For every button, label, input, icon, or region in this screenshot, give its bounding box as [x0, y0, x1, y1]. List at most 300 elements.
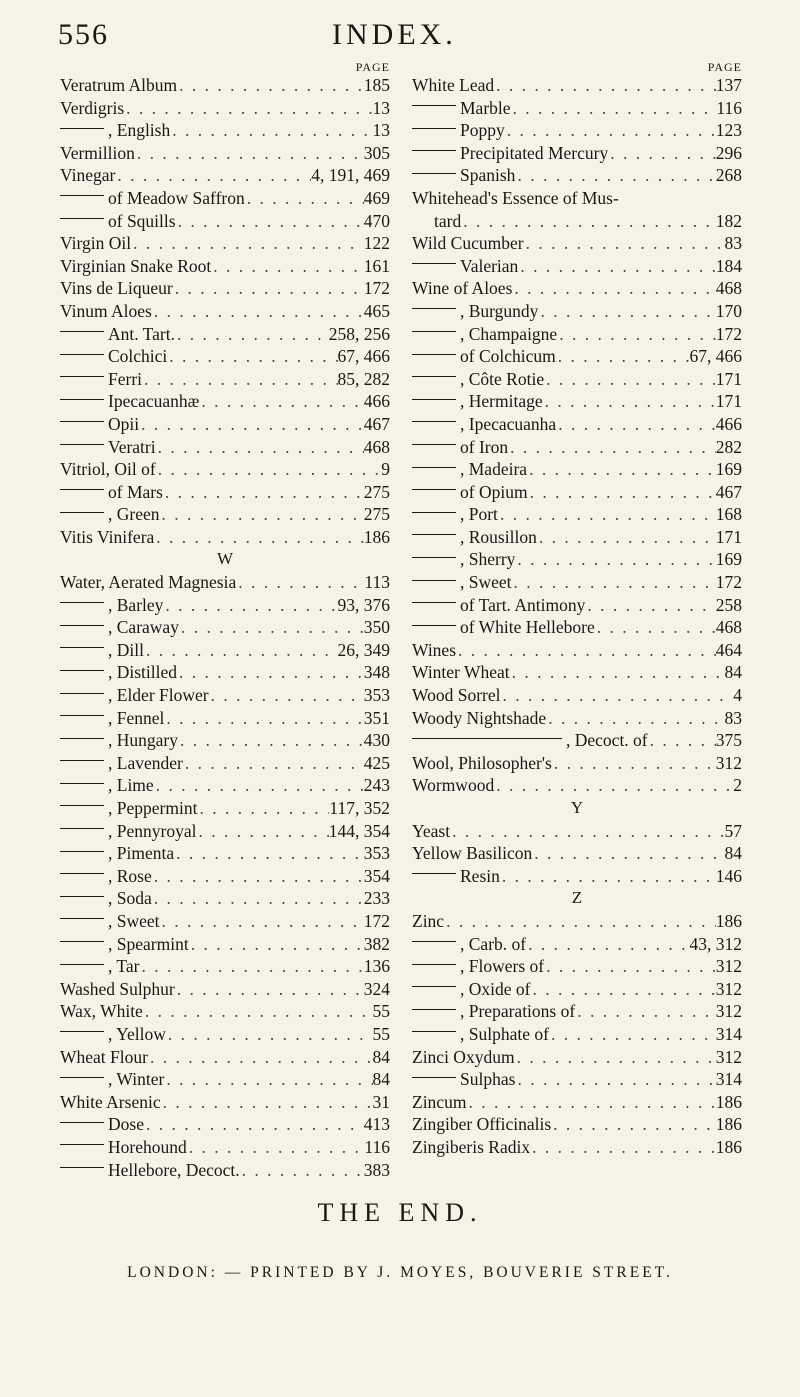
- index-entry: [412, 277, 742, 300]
- entry-page: 468: [363, 436, 390, 457]
- entry-term: Hellebore, Decoct.: [108, 1159, 240, 1180]
- ditto-dash: [60, 128, 104, 129]
- leader-dots: [179, 616, 364, 639]
- index-entries-left: [60, 74, 390, 1181]
- leader-dots: [209, 684, 364, 707]
- entry-page: 324: [363, 978, 390, 999]
- ditto-dash: [412, 150, 456, 151]
- index-entry: [60, 97, 390, 120]
- entry-term: of Squills: [108, 210, 176, 231]
- index-entry: [60, 368, 390, 391]
- ditto-dash: [412, 331, 456, 332]
- ditto-dash: [60, 512, 104, 513]
- entry-term: Virgin Oil: [60, 233, 132, 254]
- ditto-dash: [412, 128, 456, 129]
- entry-term: , Sulphate of: [460, 1023, 549, 1044]
- leader-dots: [156, 436, 364, 459]
- index-entries-right: [412, 74, 742, 1159]
- entry-term: of Iron: [460, 436, 509, 457]
- entry-page: 113: [364, 572, 390, 593]
- index-entry: [412, 345, 742, 368]
- entry-page: 123: [715, 120, 742, 141]
- ditto-dash: [60, 964, 104, 965]
- leader-dots: [556, 345, 690, 368]
- leader-dots: [167, 345, 337, 368]
- ditto-dash: [412, 376, 456, 377]
- entry-term: , Tar: [108, 956, 140, 977]
- leader-dots: [538, 300, 715, 323]
- entry-term: Vinegar: [60, 165, 116, 186]
- page-number: 556: [58, 18, 109, 51]
- leader-dots: [163, 481, 364, 504]
- entry-page: 84: [372, 1069, 390, 1090]
- entry-term: , Elder Flower: [108, 685, 209, 706]
- leader-dots: [556, 413, 716, 436]
- section-letter: Z: [571, 888, 583, 908]
- entry-term: , Peppermint: [108, 798, 198, 818]
- entry-term: , Burgundy: [460, 300, 539, 321]
- index-entry: [412, 684, 742, 707]
- entry-term: of Meadow Saffron: [108, 187, 245, 208]
- entry-term: , Preparations of: [460, 1001, 576, 1022]
- leader-dots: [189, 933, 364, 956]
- index-entry: [412, 571, 742, 594]
- entry-term: Water, Aerated Magnesia: [60, 572, 237, 593]
- entry-page: 169: [715, 459, 742, 480]
- entry-page: 312: [715, 1001, 742, 1022]
- entry-term: , Côte Rotie: [460, 368, 545, 389]
- entry-page: 382: [363, 933, 390, 954]
- entry-term: , Decoct. of: [566, 730, 648, 751]
- entry-term: Zingiber Officinalis: [412, 1114, 552, 1135]
- ditto-dash: [60, 693, 104, 694]
- index-entry: [412, 97, 742, 120]
- entry-page: 169: [715, 549, 742, 570]
- leader-dots: [515, 164, 715, 187]
- entry-term: Whitehead's Essence of Mus-: [412, 187, 619, 208]
- index-entry: [412, 74, 742, 97]
- entry-page: 314: [715, 1023, 742, 1044]
- entry-term: Vinum Aloes: [60, 300, 152, 321]
- index-entry: [412, 774, 742, 797]
- leader-dots: [196, 820, 328, 843]
- ditto-dash: [60, 195, 104, 196]
- leader-dots: [515, 548, 715, 571]
- leader-dots: [135, 142, 364, 165]
- entry-term: Wood Sorrel: [412, 685, 501, 706]
- entry-page: 85, 282: [337, 368, 390, 389]
- index-entry: [412, 368, 742, 391]
- entry-term: , Barley: [108, 594, 164, 615]
- index-entry: [412, 232, 742, 255]
- entry-term: tard: [434, 210, 462, 231]
- entry-term: Colchici: [108, 346, 168, 367]
- leader-dots: [518, 255, 715, 278]
- index-entry: [412, 955, 742, 978]
- entry-term: , English: [108, 120, 171, 141]
- entry-page: 258, 256: [328, 323, 390, 344]
- ditto-dash: [412, 625, 456, 626]
- entry-page: 268: [715, 165, 742, 186]
- index-entry: [60, 842, 390, 865]
- leader-dots: [211, 255, 363, 278]
- entry-page: 137: [715, 75, 742, 95]
- entry-page: 469: [363, 187, 390, 208]
- entry-page: 185: [363, 75, 390, 95]
- entry-page: 93, 376: [337, 594, 390, 615]
- ditto-dash: [412, 399, 456, 400]
- entry-term: Washed Sulphur: [60, 978, 175, 999]
- index-entry: [60, 323, 390, 346]
- index-entry: [60, 187, 390, 210]
- leader-dots: [450, 820, 724, 843]
- ditto-dash: [60, 399, 104, 400]
- index-entry: [60, 1023, 390, 1046]
- index-entry: [60, 955, 390, 978]
- leader-dots: [177, 661, 364, 684]
- entry-term: Spanish: [460, 165, 516, 186]
- leader-dots: [537, 526, 716, 549]
- entry-page: 312: [715, 978, 742, 999]
- entry-term: Sulphas: [460, 1069, 516, 1090]
- entry-term: Wormwood: [412, 775, 495, 796]
- entry-term: of Opium: [460, 481, 528, 502]
- leader-dots: [585, 594, 715, 617]
- entry-term: , Green: [108, 504, 160, 525]
- entry-page: 83: [724, 707, 742, 728]
- index-entry: [412, 1136, 742, 1159]
- entry-term: , Hermitage: [460, 391, 543, 412]
- ditto-dash: [60, 783, 104, 784]
- index-entry: [412, 323, 742, 346]
- ditto-dash: [60, 444, 104, 445]
- index-entry: [60, 277, 390, 300]
- index-entry: [60, 820, 390, 843]
- index-entry: [412, 164, 742, 187]
- entry-term: Resin: [460, 865, 500, 886]
- ditto-dash: [412, 738, 562, 739]
- index-entry: [60, 684, 390, 707]
- index-entry: [412, 526, 742, 549]
- ditto-dash: [412, 986, 456, 987]
- entry-page: 350: [363, 617, 390, 638]
- leader-dots: [549, 1023, 716, 1046]
- index-entry: [60, 458, 390, 481]
- index-entry: [60, 1136, 390, 1159]
- leader-dots: [166, 1023, 373, 1046]
- entry-page: 13: [372, 120, 390, 141]
- index-entry: [60, 639, 390, 662]
- index-entry: [60, 74, 390, 97]
- leader-dots: [160, 910, 364, 933]
- ditto-dash: [60, 941, 104, 942]
- index-entry: [60, 436, 390, 459]
- leader-dots: [557, 323, 716, 346]
- entry-term: Wild Cucumber: [412, 233, 524, 254]
- entry-page: 312: [715, 1046, 742, 1067]
- ditto-dash: [412, 354, 456, 355]
- leader-dots: [505, 119, 716, 142]
- leader-dots: [508, 436, 716, 459]
- ditto-dash: [60, 851, 104, 852]
- leader-dots: [164, 1068, 372, 1091]
- index-entry: [412, 300, 742, 323]
- leader-dots: [124, 97, 372, 120]
- entry-page: 186: [363, 526, 390, 547]
- leader-dots: [595, 616, 716, 639]
- entry-term: , Ipecacuanha: [460, 413, 557, 434]
- entry-page: 468: [715, 617, 742, 638]
- index-entry: [412, 933, 742, 956]
- entry-page: 26, 349: [337, 639, 390, 660]
- leader-dots: [163, 594, 337, 617]
- leader-dots: [115, 164, 311, 187]
- leader-dots: [175, 978, 364, 1001]
- page-label-left: PAGE: [355, 60, 390, 74]
- entry-page: 275: [363, 481, 390, 502]
- entry-page: 43, 312: [689, 933, 742, 954]
- ditto-dash: [60, 760, 104, 761]
- entry-term: , Spearmint: [108, 933, 189, 954]
- entry-term: White Arsenic: [60, 1091, 161, 1112]
- entry-term: , Lavender: [108, 752, 183, 773]
- leader-dots: [524, 232, 725, 255]
- entry-term: , Sherry: [460, 549, 516, 570]
- entry-page: 186: [715, 1114, 742, 1135]
- ditto-dash: [60, 1077, 104, 1078]
- leader-dots: [648, 729, 716, 752]
- ditto-dash: [412, 421, 456, 422]
- index-entry: [412, 255, 742, 278]
- index-entry: [60, 503, 390, 526]
- leader-dots: [444, 910, 716, 933]
- index-entry: [60, 210, 390, 233]
- leader-dots: [526, 933, 689, 956]
- index-entry: [60, 1046, 390, 1069]
- ditto-dash: [412, 873, 456, 874]
- entry-page: 186: [715, 1136, 742, 1157]
- index-entry: [60, 910, 390, 933]
- entry-page: 172: [715, 572, 742, 593]
- entry-term: , Rose: [108, 865, 152, 886]
- index-column-left: [60, 60, 390, 1181]
- entry-term: , Oxide of: [460, 978, 531, 999]
- index-entry: [412, 639, 742, 662]
- ditto-dash: [60, 1167, 104, 1168]
- entry-page: 353: [363, 843, 390, 864]
- entry-page: 4: [733, 685, 742, 706]
- leader-dots: [512, 571, 716, 594]
- entry-page: 375: [715, 730, 742, 751]
- entry-term: Wines: [412, 639, 457, 660]
- ditto-dash: [60, 828, 104, 829]
- leader-dots: [530, 978, 715, 1001]
- index-entry: [412, 503, 742, 526]
- leader-dots: [500, 865, 716, 888]
- leader-dots: [178, 729, 364, 752]
- index-entry: [60, 616, 390, 639]
- entry-term: Marble: [460, 97, 511, 118]
- entry-page: 354: [363, 865, 390, 886]
- leader-dots: [551, 1113, 716, 1136]
- index-entry: [60, 390, 390, 413]
- leader-dots: [160, 503, 364, 526]
- entry-page: 172: [363, 278, 390, 299]
- entry-term: Precipitated Mercury: [460, 142, 609, 163]
- entry-term: , Distilled: [108, 662, 178, 683]
- entry-page: 275: [363, 504, 390, 525]
- index-entry: [412, 390, 742, 413]
- entry-term: of Mars: [108, 481, 163, 502]
- leader-dots: [176, 210, 364, 233]
- ditto-dash: [412, 467, 456, 468]
- leader-dots: [187, 1136, 365, 1159]
- leader-dots: [154, 774, 364, 797]
- page-header: [0, 0, 800, 50]
- entry-term: Veratri: [108, 436, 156, 457]
- entry-page: 136: [363, 956, 390, 977]
- entry-term: of Colchicum: [460, 346, 556, 367]
- leader-dots: [175, 323, 329, 346]
- index-entry: [60, 1000, 390, 1023]
- index-entry: [412, 865, 742, 888]
- entry-page: 413: [363, 1114, 390, 1135]
- leader-dots: [466, 1091, 715, 1114]
- entry-term: , Caraway: [108, 617, 179, 638]
- entry-page: 243: [363, 775, 390, 796]
- index-entry: [60, 1159, 390, 1182]
- leader-dots: [139, 413, 364, 436]
- entry-page: 31: [372, 1091, 390, 1112]
- entry-term: Ipecacuanhæ: [108, 391, 200, 412]
- entry-term: , Champaigne: [460, 323, 558, 344]
- ditto-dash: [60, 738, 104, 739]
- leader-dots: [528, 481, 716, 504]
- entry-term: Wheat Flour: [60, 1046, 148, 1067]
- entry-page: 171: [715, 368, 742, 389]
- leader-dots: [552, 752, 716, 775]
- entry-term: , Soda: [108, 888, 152, 909]
- entry-page: 312: [715, 752, 742, 773]
- entry-page: 116: [716, 97, 742, 118]
- ditto-dash: [60, 625, 104, 626]
- ditto-dash: [60, 421, 104, 422]
- leader-dots: [575, 1000, 716, 1023]
- entry-page: 83: [724, 233, 742, 254]
- ditto-dash: [412, 1009, 456, 1010]
- leader-dots: [544, 368, 716, 391]
- entry-term: Zinci Oxydum: [412, 1046, 515, 1067]
- ditto-dash: [60, 647, 104, 648]
- index-entry: [60, 571, 390, 594]
- ditto-dash: [412, 964, 456, 965]
- entry-term: Woody Nightshade: [412, 707, 547, 728]
- entry-term: Vitriol, Oil of: [60, 459, 156, 480]
- entry-term: , Flowers of: [460, 956, 545, 977]
- entry-page: 67, 466: [689, 346, 742, 367]
- entry-page: 467: [715, 481, 742, 502]
- ditto-dash: [412, 105, 456, 106]
- ditto-dash: [60, 376, 104, 377]
- leader-dots: [494, 774, 733, 797]
- leader-dots: [456, 639, 716, 662]
- index-entry: [412, 910, 742, 933]
- index-entry: [412, 842, 742, 865]
- entry-term: of White Hellebore: [460, 617, 595, 638]
- index-entry: [60, 933, 390, 956]
- index-entry: [60, 300, 390, 323]
- entry-term: Ferri: [108, 368, 143, 389]
- index-entry: [60, 1091, 390, 1114]
- leader-dots: [174, 842, 364, 865]
- ditto-dash: [60, 715, 104, 716]
- entry-page: 305: [363, 142, 390, 163]
- index-entry: [412, 616, 742, 639]
- index-entry: [60, 774, 390, 797]
- index-entry: [412, 1068, 742, 1091]
- ditto-dash: [412, 263, 456, 264]
- index-entry: [412, 978, 742, 1001]
- index-entry: [60, 142, 390, 165]
- leader-dots: [544, 955, 716, 978]
- leader-dots: [530, 1136, 716, 1159]
- entry-page: 161: [363, 255, 390, 276]
- ditto-dash: [412, 941, 456, 942]
- index-entry: [412, 187, 742, 210]
- entry-page: 55: [372, 1023, 390, 1044]
- entry-term: , Rousillon: [460, 526, 537, 547]
- index-entry: [60, 164, 390, 187]
- ditto-dash: [60, 1031, 104, 1032]
- leader-dots: [546, 707, 724, 730]
- leader-dots: [608, 142, 716, 165]
- index-entry: [412, 481, 742, 504]
- entry-term: Yeast: [412, 820, 451, 841]
- leader-dots: [152, 300, 364, 323]
- entry-page: 84: [724, 843, 742, 864]
- ditto-dash: [60, 670, 104, 671]
- index-entry: [60, 661, 390, 684]
- entry-page: 430: [363, 730, 390, 751]
- ditto-dash: [60, 918, 104, 919]
- leader-dots: [461, 210, 716, 233]
- leader-dots: [156, 458, 382, 481]
- entry-page: 171: [715, 526, 742, 547]
- page-label-right: PAGE: [707, 60, 742, 74]
- index-entry: [60, 797, 390, 820]
- index-entry: [412, 1000, 742, 1023]
- section-letter: Y: [570, 798, 584, 817]
- leader-dots: [498, 503, 716, 526]
- ditto-dash: [412, 557, 456, 558]
- index-entry: [60, 1068, 390, 1091]
- entry-term: of Tart. Antimony: [460, 594, 586, 615]
- ditto-dash: [412, 1077, 456, 1078]
- entry-page: 55: [372, 1001, 390, 1022]
- index-entry: [412, 119, 742, 142]
- entry-term: , Port: [460, 504, 498, 525]
- entry-page: 282: [715, 436, 742, 457]
- entry-page: 184: [715, 255, 742, 276]
- entry-page: 383: [363, 1159, 390, 1180]
- leader-dots: [501, 684, 734, 707]
- entry-term: Yellow Basilicon: [412, 843, 533, 864]
- leader-dots: [152, 887, 364, 910]
- entry-page: 172: [363, 910, 390, 931]
- entry-page: 9: [381, 459, 390, 480]
- index-entry: [412, 1091, 742, 1114]
- entry-page: 466: [363, 391, 390, 412]
